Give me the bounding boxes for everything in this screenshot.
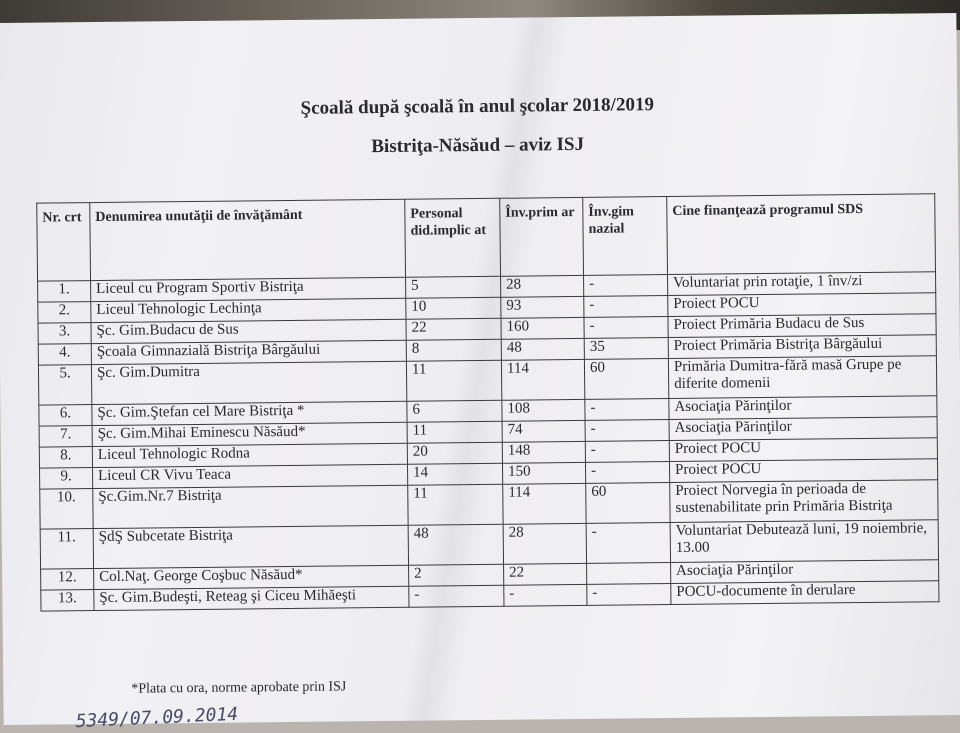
cell-primar: - bbox=[504, 584, 587, 606]
schools-table bbox=[36, 193, 939, 611]
cell-nr: 12. bbox=[41, 569, 94, 591]
cell-nr: 3. bbox=[38, 323, 91, 345]
header-personal: Personal did.implic at bbox=[405, 198, 501, 277]
cell-finantare: Proiect Primăria Bistriţa Bârgăului bbox=[668, 335, 936, 359]
cell-name: Şc. Gim.Ştefan cel Mare Bistriţa * bbox=[92, 401, 407, 425]
footnote: *Plata cu ora, norme aprobate prin ISJ bbox=[131, 679, 347, 697]
cell-nr: 8. bbox=[39, 447, 92, 469]
cell-nr: 7. bbox=[39, 426, 92, 448]
cell-personal: 11 bbox=[408, 484, 503, 525]
cell-gimnazial: 35 bbox=[584, 338, 668, 360]
cell-gimnazial: - bbox=[584, 317, 668, 339]
cell-finantare: Proiect POCU bbox=[669, 459, 937, 483]
cell-nr: 4. bbox=[38, 344, 91, 366]
cell-primar: 150 bbox=[502, 462, 585, 484]
cell-primar: 114 bbox=[501, 359, 584, 400]
cell-finantare: Primăria Dumitra-fără masă Grupe pe diferite domenii bbox=[668, 356, 936, 399]
cell-personal: 8 bbox=[406, 339, 501, 361]
cell-primar: 93 bbox=[501, 296, 584, 318]
cell-primar: 28 bbox=[501, 275, 584, 297]
cell-finantare: Asociaţia Părinţilor bbox=[669, 417, 937, 441]
cell-nr: 9. bbox=[40, 468, 93, 490]
cell-gimnazial: - bbox=[585, 420, 669, 442]
cell-finantare: Proiect POCU bbox=[669, 438, 937, 462]
cell-personal: 11 bbox=[407, 421, 502, 443]
cell-primar: 148 bbox=[502, 441, 585, 463]
cell-gimnazial: - bbox=[587, 584, 671, 606]
cell-name: Şc. Gim.Budacu de Sus bbox=[91, 319, 406, 343]
cell-personal: - bbox=[409, 585, 504, 607]
cell-gimnazial: - bbox=[584, 296, 668, 318]
cell-primar: 74 bbox=[502, 420, 585, 442]
cell-gimnazial: 60 bbox=[586, 483, 670, 524]
cell-nr: 10. bbox=[40, 489, 93, 530]
table-header-row bbox=[37, 194, 936, 281]
cell-primar: 108 bbox=[502, 399, 585, 421]
cell-gimnazial: - bbox=[586, 523, 670, 564]
cell-gimnazial: - bbox=[585, 462, 669, 484]
cell-name: Liceul Tehnologic Lechinţa bbox=[91, 298, 406, 322]
cell-name: Şc. Gim.Dumitra bbox=[91, 361, 406, 404]
cell-personal: 20 bbox=[407, 442, 502, 464]
cell-primar: 22 bbox=[504, 563, 587, 585]
cell-gimnazial bbox=[587, 563, 671, 585]
cell-name: Liceul Tehnologic Rodna bbox=[92, 443, 407, 467]
cell-nr: 1. bbox=[38, 281, 91, 303]
cell-personal: 6 bbox=[407, 400, 502, 422]
cell-nr: 13. bbox=[41, 590, 94, 612]
cell-personal: 22 bbox=[406, 318, 501, 340]
cell-personal: 10 bbox=[406, 297, 501, 319]
cell-finantare: Proiect Primăria Budacu de Sus bbox=[668, 314, 936, 338]
cell-finantare: Proiect Norvegia în perioada de sustenabilitate prin Primăria Bistriţa bbox=[670, 480, 938, 523]
cell-name: Şc.Gim.Nr.7 Bistriţa bbox=[93, 485, 408, 528]
document-page bbox=[0, 13, 960, 733]
cell-personal: 5 bbox=[406, 276, 501, 298]
cell-name: ŞdŞ Subcetate Bistriţa bbox=[93, 525, 408, 568]
cell-primar: 28 bbox=[503, 523, 586, 564]
document-subtitle: Bistriţa-Năsăud – aviz ISJ bbox=[371, 133, 585, 158]
cell-finantare: Proiect POCU bbox=[668, 293, 936, 317]
cell-finantare: Asociaţia Părinţilor bbox=[669, 396, 937, 420]
header-gimnazial: Înv.gim nazial bbox=[583, 197, 668, 276]
document-title: Şcoală după şcoală în anul şcolar 2018/2019 bbox=[300, 94, 655, 119]
cell-gimnazial: 60 bbox=[584, 359, 668, 400]
cell-name: Liceul CR Vivu Teaca bbox=[93, 464, 408, 488]
cell-nr: 2. bbox=[38, 302, 91, 324]
cell-finantare: POCU-documente în derulare bbox=[671, 581, 939, 605]
cell-nr: 5. bbox=[38, 365, 91, 406]
header-name: Denumirea unutăţii de învăţământ bbox=[90, 199, 406, 280]
cell-finantare: Voluntariat prin rotaţie, 1 înv/zi bbox=[668, 272, 936, 296]
cell-gimnazial: - bbox=[585, 399, 669, 421]
cell-primar: 160 bbox=[501, 317, 584, 339]
cell-gimnazial: - bbox=[584, 275, 668, 297]
cell-nr: 6. bbox=[39, 405, 92, 427]
header-finantare: Cine finanţează programul SDS bbox=[667, 194, 936, 275]
cell-name: Şc. Gim.Budeşti, Reteag şi Ciceu Mihăeşti bbox=[94, 586, 409, 610]
handwritten-registration-number: 5349/07.09.2014 bbox=[75, 703, 239, 733]
cell-name: Liceul cu Program Sportiv Bistriţa bbox=[91, 277, 406, 301]
cell-finantare: Asociaţia Părinţilor bbox=[671, 560, 939, 584]
header-nr: Nr. crt bbox=[37, 203, 91, 282]
cell-personal: 48 bbox=[408, 524, 503, 565]
cell-personal: 14 bbox=[407, 463, 502, 485]
cell-gimnazial: - bbox=[585, 441, 669, 463]
cell-nr: 11. bbox=[40, 529, 93, 570]
cell-name: Col.Naţ. George Coşbuc Năsăud* bbox=[94, 565, 409, 589]
cell-name: Şcoala Gimnazială Bistriţa Bârgăului bbox=[91, 340, 406, 364]
cell-primar: 48 bbox=[501, 338, 584, 360]
cell-primar: 114 bbox=[503, 483, 586, 524]
cell-finantare: Voluntariat Debutează luni, 19 noiembrie, 13.00 bbox=[670, 520, 938, 563]
cell-personal: 2 bbox=[409, 564, 504, 586]
cell-name: Şc. Gim.Mihai Eminescu Năsăud* bbox=[92, 422, 407, 446]
header-primar: Înv.prim ar bbox=[500, 197, 584, 276]
cell-personal: 11 bbox=[406, 360, 501, 401]
